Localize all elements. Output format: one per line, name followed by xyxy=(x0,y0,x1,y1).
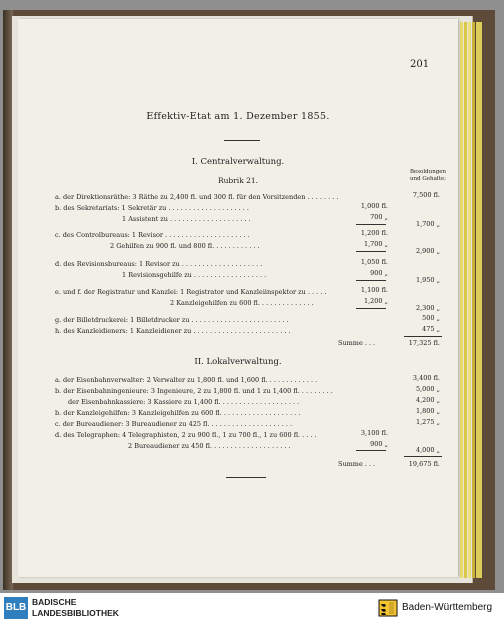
row-1ef2-text: 2 Kanzleigehilfen zu 600 fl. . . . . . . . . . . . . . xyxy=(170,299,314,307)
rubric-label: Rubrik 21. xyxy=(217,176,259,185)
subtotal-rule xyxy=(356,308,386,309)
row-1ef-text: e. und f. der Registratur und Kanzlei: 1 Registrator und Kanzleiinspektor zu . . . . . xyxy=(55,288,327,296)
row-1a-text: a. der Direktionsräthe: 3 Räthe zu 2,400 fl. und 300 fl. für den Vorsitzenden . . . . . . . . xyxy=(55,193,339,201)
row-2d-total: 1,275 „ xyxy=(415,418,440,426)
row-1d2-text: 1 Revisionsgehilfe zu . . . . . . . . . . . . . . . . . . xyxy=(122,271,267,279)
library-name-line-2: LANDESBIBLIOTHEK xyxy=(32,608,119,618)
column-header-line-2: und Gehalte: xyxy=(410,176,446,182)
page-edge xyxy=(472,22,475,578)
blb-logo-icon[interactable]: BLB xyxy=(4,597,28,619)
page-edge xyxy=(460,22,463,578)
section-1-sum-value: 17,325 fl. xyxy=(408,339,440,347)
row-1a-total: 7,500 fl. xyxy=(412,191,440,199)
section-2-heading: II. Lokalverwaltung. xyxy=(194,357,282,367)
row-2c-total: 1,800 „ xyxy=(415,407,440,415)
row-1b-sub: 1,000 fl. xyxy=(360,202,388,210)
closing-rule xyxy=(226,477,266,478)
row-2b-text: b. der Eisenbahningenieure: 3 Ingenieure, 2 zu 1,800 fl. und 1 zu 1,400 fl. . . . . . . . . xyxy=(55,387,333,395)
page-edge xyxy=(476,22,482,578)
section-1-heading: I. Centralverwaltung. xyxy=(191,157,285,167)
column-header-line-1: Besoldungen xyxy=(409,169,447,175)
row-1c2-sub: 1,700 „ xyxy=(363,240,388,248)
title-rule xyxy=(224,140,260,141)
row-1b-total: 1,700 „ xyxy=(415,220,440,228)
row-1h-text: h. des Kanzleidieners: 1 Kanzleidiener zu . . . . . . . . . . . . . . . . . . . . . . . . xyxy=(55,327,291,335)
row-1g-text: g. der Billetdruckerei: 1 Billetdrucker zu . . . . . . . . . . . . . . . . . . . . . . . . xyxy=(55,316,289,324)
row-1ef2-sub: 1,200 „ xyxy=(363,297,388,305)
row-1d-sub: 1,050 fl. xyxy=(360,258,388,266)
section-2-sum-value: 19,675 fl. xyxy=(408,460,440,468)
row-1g-total: 500 „ xyxy=(422,314,440,322)
row-2e2-text: 2 Bureaudiener zu 450 fl. . . . . . . . . . . . . . . . . . . . xyxy=(128,442,291,450)
row-2e-total: 4,000 „ xyxy=(415,446,440,454)
page-title: Effektiv-Etat am 1. Dezember 1855. xyxy=(146,111,330,122)
row-1ef-sub: 1,100 fl. xyxy=(360,286,388,294)
row-1d2-sub: 900 „ xyxy=(370,269,388,277)
row-1c2-text: 2 Gehilfen zu 900 fl. und 800 fl. . . . . . . . . . . . xyxy=(110,242,260,250)
section-1-sum-label: Summe . . . xyxy=(338,339,376,347)
section-2-sum-label: Summe . . . xyxy=(338,460,376,468)
footer-bar xyxy=(0,593,504,623)
row-1b2-text: 1 Assistent zu . . . . . . . . . . . . . . . . . . . . xyxy=(122,215,251,223)
page-edge xyxy=(464,22,467,578)
row-2e2-sub: 900 „ xyxy=(370,440,388,448)
row-1h-total: 475 „ xyxy=(422,325,440,333)
page-number: 201 xyxy=(410,59,430,70)
subtotal-rule xyxy=(356,280,386,281)
row-2c-text: b. der Kanzleigehilfen: 3 Kanzleigehilfen zu 600 fl. . . . . . . . . . . . . . . . . . . . xyxy=(55,409,301,417)
state-name[interactable]: Baden-Württemberg xyxy=(402,602,493,613)
coat-of-arms-icon xyxy=(378,599,398,617)
library-name[interactable] xyxy=(32,597,119,619)
row-2e-sub: 3,100 fl. xyxy=(360,429,388,437)
sum-rule xyxy=(404,456,442,457)
library-name-line-1: BADISCHE xyxy=(32,597,77,607)
sum-rule xyxy=(404,336,442,337)
row-2a-total: 3,400 fl. xyxy=(412,374,440,382)
row-2a-text: a. der Eisenbahnverwalter: 2 Verwalter zu 1,800 fl. und 1,600 fl. . . . . . . . . . . . . xyxy=(55,376,318,384)
row-1d-total: 1,950 „ xyxy=(415,276,440,284)
row-2b2-total: 4,200 „ xyxy=(415,396,440,404)
row-1b-text: b. des Sekretariats: 1 Sekretär zu . . . . . . . . . . . . . . . . . . . . xyxy=(55,204,249,212)
page-edge xyxy=(468,22,471,578)
document-page xyxy=(18,19,458,577)
row-1ef-total: 2,300 „ xyxy=(415,304,440,312)
row-1d-text: d. des Revisionsbureaus: 1 Revisor zu . . . . . . . . . . . . . . . . . . . . xyxy=(55,260,263,268)
subtotal-rule xyxy=(356,224,386,225)
row-2b2-text: der Eisenbahnkassiere: 3 Kassiere zu 1,400 fl. . . . . . . . . . . . . . . . . . . . xyxy=(68,398,300,406)
row-1c-sub: 1,200 fl. xyxy=(360,229,388,237)
subtotal-rule xyxy=(356,450,386,451)
row-2e-text: d. des Telegraphen: 4 Telegraphisten, 2 zu 900 fl., 1 zu 700 fl., 1 zu 600 fl. . . . . xyxy=(55,431,317,439)
row-2b-total: 5,000 „ xyxy=(415,385,440,393)
row-1b2-sub: 700 „ xyxy=(370,213,388,221)
row-2d-text: c. der Bureaudiener: 3 Bureaudiener zu 425 fl. . . . . . . . . . . . . . . . . . . . . xyxy=(55,420,293,428)
row-1c-text: c. des Controlbureaus: 1 Revisor . . . . . . . . . . . . . . . . . . . . . xyxy=(55,231,250,239)
row-1c-total: 2,900 „ xyxy=(415,247,440,255)
subtotal-rule xyxy=(356,251,386,252)
